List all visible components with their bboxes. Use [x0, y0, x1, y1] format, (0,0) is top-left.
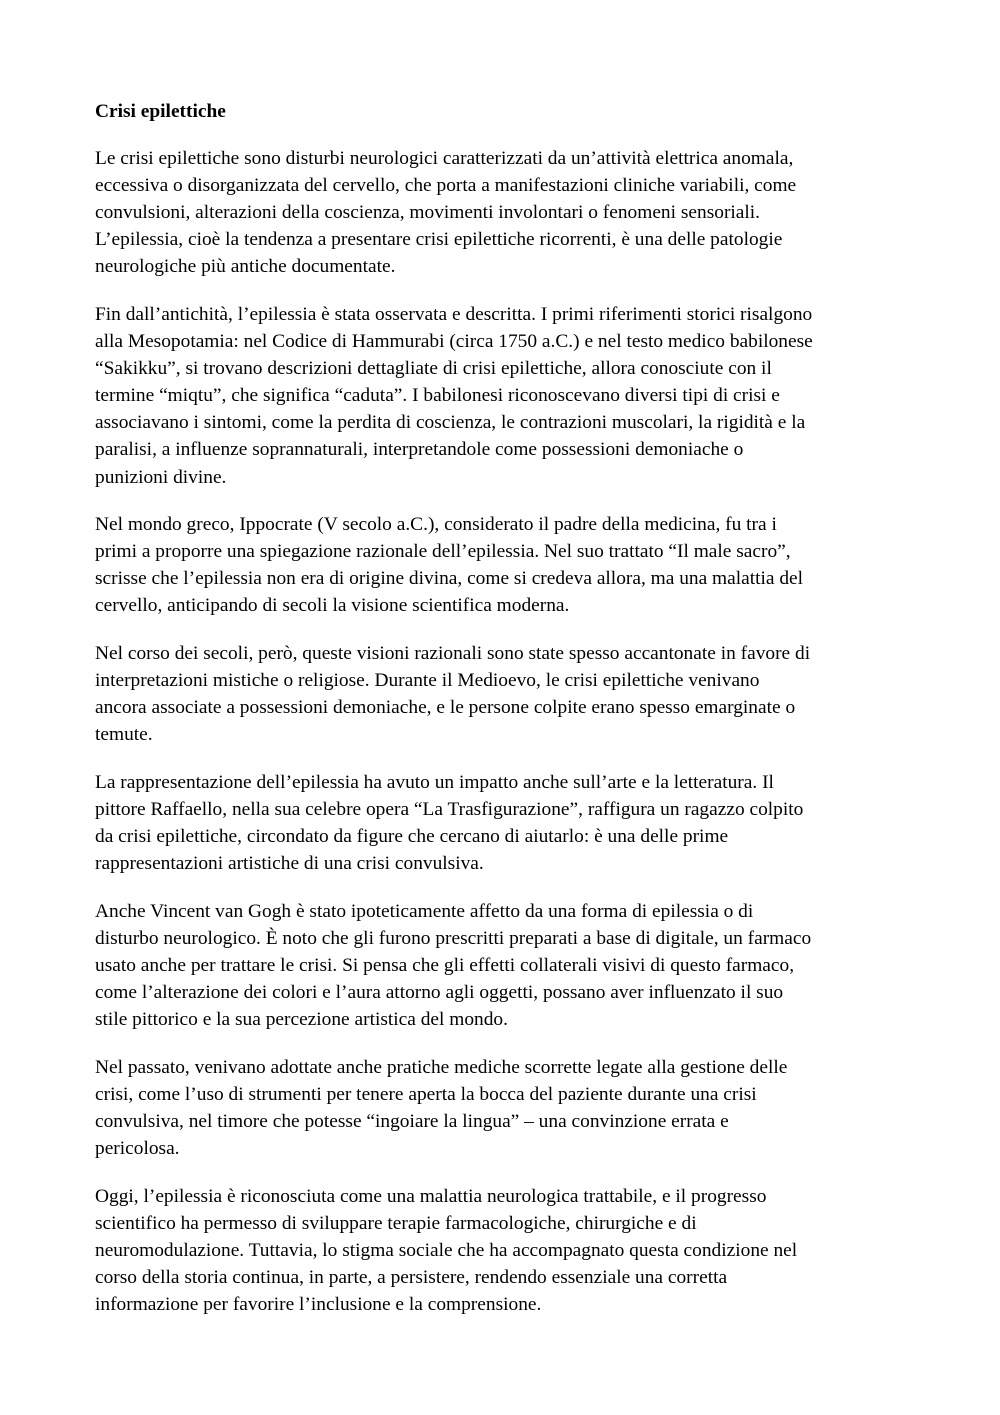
paragraph-intro: Le crisi epilettiche sono disturbi neurologici caratterizzati da un’attività elettrica anomala, eccessiva o disorganizzata del cervello, che porta a manifestazioni cliniche variabili, come convulsioni, alterazioni della coscienza, movimenti involontari o fenomeni sensoriali. L’epilessia, cioè la tendenza a presentare crisi epilettiche ricorrenti, è una delle patologie neurologiche più antiche documentate.	[95, 148, 797, 278]
paragraph-art-literature: La rappresentazione dell’epilessia ha avuto un impatto anche sull’arte e la letteratura. Il pittore Raffaello, nella sua celebre opera “La Trasfigurazione”, raffigura un ragazzo colpito da crisi epilettiche, circondato da figure che cercano di aiutarlo: è una delle prime rappresentazioni artistiche di una crisi convulsiva.	[95, 771, 804, 875]
paragraph-antiquity: Fin dall’antichità, l’epilessia è stata osservata e descritta. I primi riferimenti storici risalgono alla Mesopotamia: nel Codice di Hammurabi (circa 1750 a.C.) e nel testo medico babilonese “Sakikku”, si trovano descrizioni dettagliate di crisi epilettiche, allora conosciute con il termine “miqtu”, che significa “caduta”. I babilonesi riconoscevano diversi tipi di crisi e associavano i sintomi, come la perdita di coscienza, le contrazioni muscolari, la rigidità e la paralisi, a influenze soprannaturali, interpretandole come possessioni demoniache o punizioni divine.	[95, 303, 813, 488]
paragraph-van-gogh: Anche Vincent van Gogh è stato ipoteticamente affetto da una forma di epilessia o di disturbo neurologico. È noto che gli furono prescritti preparati a base di digitale, un farmaco usato anche per trattare le crisi. Si pensa che gli effetti collaterali visivi di questo farmaco, come l’alterazione dei colori e l’aura attorno agli oggetti, possano aver influenzato il suo stile pittorico e la sua percezione artistica del mondo.	[95, 900, 812, 1031]
paragraph-middle-ages: Nel corso dei secoli, però, queste visioni razionali sono state spesso accantonate in favore di interpretazioni mistiche o religiose. Durante il Medioevo, le crisi epilettiche venivano ancora associate a possessioni demoniache, e le persone colpite erano spesso emarginate o temute.	[95, 643, 811, 746]
document-title: Crisi epilettiche	[95, 101, 226, 122]
paragraph-greek-world: Nel mondo greco, Ippocrate (V secolo a.C.), considerato il padre della medicina, fu tra i primi a proporre una spiegazione razionale dell’epilessia. Nel suo trattato “Il male sacro”, scrisse che l’epilessia non era di origine divina, come si credeva allora, ma una malattia del cervello, anticipando di secoli la visione scientifica moderna.	[95, 514, 804, 617]
paragraph-today: Oggi, l’epilessia è riconosciuta come una malattia neurologica trattabile, e il progresso scientifico ha permesso di sviluppare terapie farmacologiche, chirurgiche e di neuromodulazione. Tuttavia, lo stigma sociale che ha accompagnato questa condizione nel corso della storia continua, in parte, a persistere, rendendo essenziale una corretta informazione per favorire l’inclusione e la comprensione.	[95, 1185, 798, 1315]
paragraph-past-practices: Nel passato, venivano adottate anche pratiche mediche scorrette legate alla gestione delle crisi, come l’uso di strumenti per tenere aperta la bocca del paziente durante una crisi convulsiva, nel timore che potesse “ingoiare la lingua” – una convinzione errata e pericolosa.	[95, 1056, 788, 1159]
